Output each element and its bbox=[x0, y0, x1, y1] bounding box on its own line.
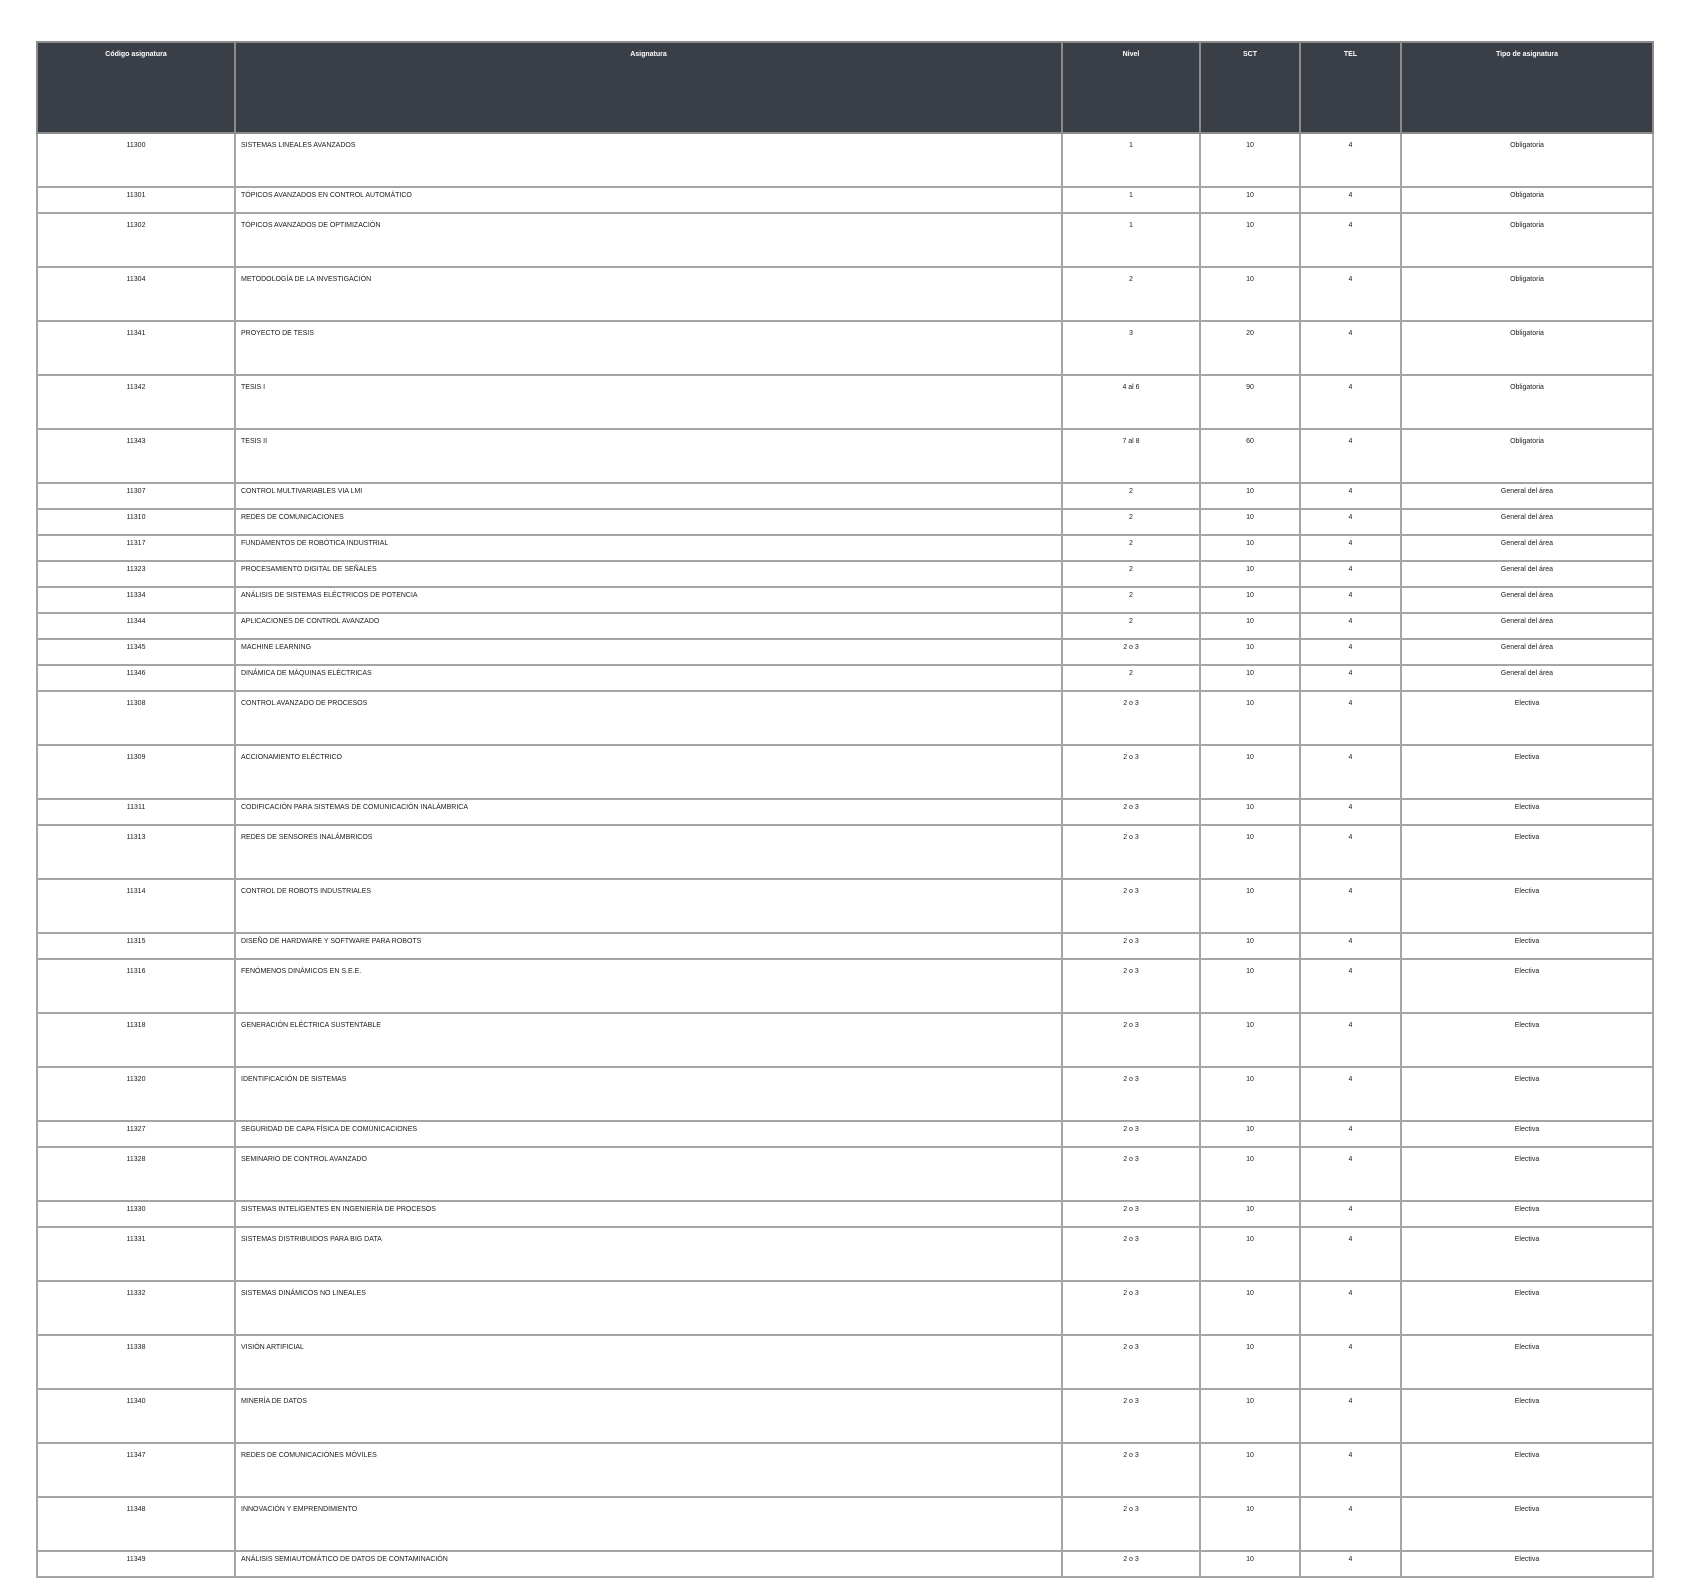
cell-nivel: 2 o 3 bbox=[1062, 1281, 1200, 1335]
cell-tipo: Electiva bbox=[1401, 933, 1653, 959]
cell-tipo: Electiva bbox=[1401, 1389, 1653, 1443]
cell-codigo: 11309 bbox=[37, 745, 235, 799]
cell-codigo: 11334 bbox=[37, 587, 235, 613]
cell-sct: 10 bbox=[1200, 1497, 1300, 1551]
cell-codigo: 11318 bbox=[37, 1013, 235, 1067]
cell-asignatura: PROYECTO DE TESIS bbox=[235, 321, 1062, 375]
cell-codigo: 11348 bbox=[37, 1497, 235, 1551]
cell-nivel: 1 bbox=[1062, 133, 1200, 187]
cell-nivel: 1 bbox=[1062, 187, 1200, 213]
cell-asignatura: TESIS II bbox=[235, 429, 1062, 483]
cell-tel: 4 bbox=[1300, 509, 1401, 535]
cell-asignatura: SEGURIDAD DE CAPA FÍSICA DE COMUNICACIONES bbox=[235, 1121, 1062, 1147]
cell-sct: 10 bbox=[1200, 1551, 1300, 1577]
table-row bbox=[37, 1013, 1653, 1067]
cell-asignatura: INNOVACIÓN Y EMPRENDIMIENTO bbox=[235, 1497, 1062, 1551]
cell-codigo: 11315 bbox=[37, 933, 235, 959]
cell-tipo: Electiva bbox=[1401, 1497, 1653, 1551]
cell-codigo: 11313 bbox=[37, 825, 235, 879]
cell-asignatura: ACCIONAMIENTO ELÉCTRICO bbox=[235, 745, 1062, 799]
table-row bbox=[37, 1551, 1653, 1577]
cell-codigo: 11316 bbox=[37, 959, 235, 1013]
cell-tel: 4 bbox=[1300, 187, 1401, 213]
cell-sct: 10 bbox=[1200, 535, 1300, 561]
cell-sct: 10 bbox=[1200, 613, 1300, 639]
table-row bbox=[37, 535, 1653, 561]
cell-nivel: 2 bbox=[1062, 483, 1200, 509]
table-row bbox=[37, 509, 1653, 535]
cell-sct: 10 bbox=[1200, 509, 1300, 535]
cell-sct: 10 bbox=[1200, 745, 1300, 799]
header-tipo: Tipo de asignatura bbox=[1401, 42, 1653, 133]
cell-nivel: 2 o 3 bbox=[1062, 1497, 1200, 1551]
table-body bbox=[37, 133, 1653, 1577]
cell-tel: 4 bbox=[1300, 483, 1401, 509]
cell-codigo: 11342 bbox=[37, 375, 235, 429]
cell-sct: 10 bbox=[1200, 639, 1300, 665]
cell-tipo: Obligatoria bbox=[1401, 133, 1653, 187]
cell-tel: 4 bbox=[1300, 1067, 1401, 1121]
table-row bbox=[37, 429, 1653, 483]
cell-asignatura: REDES DE SENSORES INALÁMBRICOS bbox=[235, 825, 1062, 879]
cell-sct: 10 bbox=[1200, 1281, 1300, 1335]
cell-nivel: 3 bbox=[1062, 321, 1200, 375]
cell-asignatura: FENÓMENOS DINÁMICOS EN S.E.E. bbox=[235, 959, 1062, 1013]
cell-asignatura: APLICACIONES DE CONTROL AVANZADO bbox=[235, 613, 1062, 639]
cell-asignatura: SISTEMAS DISTRIBUIDOS PARA BIG DATA bbox=[235, 1227, 1062, 1281]
cell-codigo: 11345 bbox=[37, 639, 235, 665]
cell-sct: 10 bbox=[1200, 933, 1300, 959]
table-row bbox=[37, 825, 1653, 879]
cell-asignatura: REDES DE COMUNICACIONES bbox=[235, 509, 1062, 535]
cell-codigo: 11307 bbox=[37, 483, 235, 509]
cell-codigo: 11314 bbox=[37, 879, 235, 933]
cell-sct: 10 bbox=[1200, 1389, 1300, 1443]
cell-tipo: Electiva bbox=[1401, 1443, 1653, 1497]
cell-nivel: 2 o 3 bbox=[1062, 1443, 1200, 1497]
cell-sct: 10 bbox=[1200, 483, 1300, 509]
table-row bbox=[37, 799, 1653, 825]
cell-sct: 10 bbox=[1200, 1147, 1300, 1201]
cell-tel: 4 bbox=[1300, 613, 1401, 639]
cell-tel: 4 bbox=[1300, 933, 1401, 959]
cell-asignatura: CODIFICACIÓN PARA SISTEMAS DE COMUNICACIÓN INALÁMBRICA bbox=[235, 799, 1062, 825]
cell-codigo: 11301 bbox=[37, 187, 235, 213]
cell-asignatura: SISTEMAS LINEALES AVANZADOS bbox=[235, 133, 1062, 187]
table-row bbox=[37, 1443, 1653, 1497]
table-row bbox=[37, 665, 1653, 691]
cell-nivel: 2 o 3 bbox=[1062, 1227, 1200, 1281]
cell-tipo: Obligatoria bbox=[1401, 375, 1653, 429]
cell-asignatura: TÓPICOS AVANZADOS DE OPTIMIZACIÓN bbox=[235, 213, 1062, 267]
cell-asignatura: VISIÓN ARTIFICIAL bbox=[235, 1335, 1062, 1389]
cell-tipo: General del área bbox=[1401, 535, 1653, 561]
cell-sct: 10 bbox=[1200, 1067, 1300, 1121]
cell-asignatura: DINÁMICA DE MÁQUINAS ELÉCTRICAS bbox=[235, 665, 1062, 691]
cell-codigo: 11323 bbox=[37, 561, 235, 587]
cell-tipo: Electiva bbox=[1401, 1551, 1653, 1577]
cell-codigo: 11330 bbox=[37, 1201, 235, 1227]
cell-sct: 10 bbox=[1200, 879, 1300, 933]
cell-tel: 4 bbox=[1300, 1443, 1401, 1497]
cell-asignatura: CONTROL MULTIVARIABLES VIA LMI bbox=[235, 483, 1062, 509]
cell-nivel: 2 o 3 bbox=[1062, 745, 1200, 799]
cell-tel: 4 bbox=[1300, 587, 1401, 613]
cell-tel: 4 bbox=[1300, 1497, 1401, 1551]
cell-sct: 10 bbox=[1200, 1227, 1300, 1281]
cell-tel: 4 bbox=[1300, 1013, 1401, 1067]
cell-tipo: Electiva bbox=[1401, 1335, 1653, 1389]
cell-tel: 4 bbox=[1300, 665, 1401, 691]
cell-tipo: General del área bbox=[1401, 639, 1653, 665]
cell-codigo: 11302 bbox=[37, 213, 235, 267]
cell-codigo: 11347 bbox=[37, 1443, 235, 1497]
cell-nivel: 2 o 3 bbox=[1062, 1201, 1200, 1227]
cell-sct: 10 bbox=[1200, 665, 1300, 691]
cell-asignatura: MINERÍA DE DATOS bbox=[235, 1389, 1062, 1443]
table-row bbox=[37, 1335, 1653, 1389]
cell-tipo: General del área bbox=[1401, 587, 1653, 613]
cell-tipo: Electiva bbox=[1401, 1227, 1653, 1281]
cell-codigo: 11344 bbox=[37, 613, 235, 639]
header-sct: SCT bbox=[1200, 42, 1300, 133]
cell-asignatura: CONTROL AVANZADO DE PROCESOS bbox=[235, 691, 1062, 745]
cell-codigo: 11311 bbox=[37, 799, 235, 825]
cell-asignatura: DISEÑO DE HARDWARE Y SOFTWARE PARA ROBOTS bbox=[235, 933, 1062, 959]
cell-tipo: Electiva bbox=[1401, 745, 1653, 799]
cell-asignatura: CONTROL DE ROBOTS INDUSTRIALES bbox=[235, 879, 1062, 933]
cell-asignatura: MACHINE LEARNING bbox=[235, 639, 1062, 665]
cell-sct: 10 bbox=[1200, 1335, 1300, 1389]
table-row bbox=[37, 1227, 1653, 1281]
cell-tipo: General del área bbox=[1401, 665, 1653, 691]
cell-asignatura: REDES DE COMUNICACIONES MÓVILES bbox=[235, 1443, 1062, 1497]
cell-tipo: Obligatoria bbox=[1401, 187, 1653, 213]
cell-codigo: 11328 bbox=[37, 1147, 235, 1201]
cell-tel: 4 bbox=[1300, 1281, 1401, 1335]
header-nivel: Nivel bbox=[1062, 42, 1200, 133]
cell-tipo: Obligatoria bbox=[1401, 267, 1653, 321]
cell-nivel: 2 o 3 bbox=[1062, 1067, 1200, 1121]
cell-nivel: 2 o 3 bbox=[1062, 1121, 1200, 1147]
cell-tipo: Electiva bbox=[1401, 1067, 1653, 1121]
cell-sct: 10 bbox=[1200, 267, 1300, 321]
header-row bbox=[37, 42, 1653, 133]
header-asignatura: Asignatura bbox=[235, 42, 1062, 133]
cell-nivel: 7 al 8 bbox=[1062, 429, 1200, 483]
table-row bbox=[37, 133, 1653, 187]
cell-sct: 20 bbox=[1200, 321, 1300, 375]
cell-tel: 4 bbox=[1300, 133, 1401, 187]
cell-tipo: Electiva bbox=[1401, 1281, 1653, 1335]
cell-codigo: 11310 bbox=[37, 509, 235, 535]
cell-nivel: 2 bbox=[1062, 561, 1200, 587]
cell-tel: 4 bbox=[1300, 213, 1401, 267]
cell-tel: 4 bbox=[1300, 535, 1401, 561]
table-row bbox=[37, 691, 1653, 745]
cell-tipo: Electiva bbox=[1401, 1013, 1653, 1067]
cell-sct: 10 bbox=[1200, 1013, 1300, 1067]
cell-sct: 10 bbox=[1200, 133, 1300, 187]
cell-sct: 10 bbox=[1200, 587, 1300, 613]
cell-sct: 10 bbox=[1200, 213, 1300, 267]
cell-tel: 4 bbox=[1300, 1147, 1401, 1201]
cell-tel: 4 bbox=[1300, 321, 1401, 375]
cell-asignatura: TESIS I bbox=[235, 375, 1062, 429]
cell-sct: 90 bbox=[1200, 375, 1300, 429]
cell-tel: 4 bbox=[1300, 1201, 1401, 1227]
cell-nivel: 2 o 3 bbox=[1062, 1335, 1200, 1389]
table-row bbox=[37, 1067, 1653, 1121]
cell-tipo: Electiva bbox=[1401, 1147, 1653, 1201]
cell-tel: 4 bbox=[1300, 799, 1401, 825]
table-header bbox=[37, 42, 1653, 133]
cell-tipo: Obligatoria bbox=[1401, 429, 1653, 483]
cell-nivel: 2 bbox=[1062, 665, 1200, 691]
header-codigo: Código asignatura bbox=[37, 42, 235, 133]
cell-tipo: Obligatoria bbox=[1401, 321, 1653, 375]
table-row bbox=[37, 745, 1653, 799]
cell-nivel: 2 o 3 bbox=[1062, 879, 1200, 933]
cell-tipo: Obligatoria bbox=[1401, 213, 1653, 267]
cell-sct: 10 bbox=[1200, 1201, 1300, 1227]
cell-codigo: 11308 bbox=[37, 691, 235, 745]
table-row bbox=[37, 1201, 1653, 1227]
cell-tipo: General del área bbox=[1401, 509, 1653, 535]
cell-tipo: General del área bbox=[1401, 613, 1653, 639]
table-row bbox=[37, 959, 1653, 1013]
cell-asignatura: ANÁLISIS SEMIAUTOMÁTICO DE DATOS DE CONTAMINACIÓN bbox=[235, 1551, 1062, 1577]
cell-nivel: 2 o 3 bbox=[1062, 933, 1200, 959]
cell-nivel: 2 o 3 bbox=[1062, 639, 1200, 665]
cell-tipo: Electiva bbox=[1401, 799, 1653, 825]
cell-tel: 4 bbox=[1300, 429, 1401, 483]
table-row bbox=[37, 561, 1653, 587]
cell-tipo: General del área bbox=[1401, 483, 1653, 509]
cell-tel: 4 bbox=[1300, 691, 1401, 745]
cell-asignatura: FUNDAMENTOS DE ROBÓTICA INDUSTRIAL bbox=[235, 535, 1062, 561]
cell-codigo: 11304 bbox=[37, 267, 235, 321]
cell-codigo: 11331 bbox=[37, 1227, 235, 1281]
cell-sct: 10 bbox=[1200, 561, 1300, 587]
cell-tel: 4 bbox=[1300, 561, 1401, 587]
cell-tel: 4 bbox=[1300, 879, 1401, 933]
cell-tipo: Electiva bbox=[1401, 691, 1653, 745]
cell-tipo: Electiva bbox=[1401, 1201, 1653, 1227]
cell-asignatura: SEMINARIO DE CONTROL AVANZADO bbox=[235, 1147, 1062, 1201]
cell-codigo: 11320 bbox=[37, 1067, 235, 1121]
cell-codigo: 11300 bbox=[37, 133, 235, 187]
cell-tel: 4 bbox=[1300, 267, 1401, 321]
cell-nivel: 2 o 3 bbox=[1062, 959, 1200, 1013]
cell-nivel: 2 o 3 bbox=[1062, 1551, 1200, 1577]
cell-tipo: General del área bbox=[1401, 561, 1653, 587]
cell-asignatura: ANÁLISIS DE SISTEMAS ELÉCTRICOS DE POTENCIA bbox=[235, 587, 1062, 613]
cell-tel: 4 bbox=[1300, 1335, 1401, 1389]
cell-tipo: Electiva bbox=[1401, 1121, 1653, 1147]
table-row bbox=[37, 375, 1653, 429]
table-row bbox=[37, 1389, 1653, 1443]
cell-asignatura: GENERACIÓN ELÉCTRICA SUSTENTABLE bbox=[235, 1013, 1062, 1067]
cell-nivel: 2 o 3 bbox=[1062, 1013, 1200, 1067]
cell-nivel: 1 bbox=[1062, 213, 1200, 267]
header-tel: TEL bbox=[1300, 42, 1401, 133]
cell-codigo: 11346 bbox=[37, 665, 235, 691]
table-row bbox=[37, 613, 1653, 639]
cell-sct: 10 bbox=[1200, 799, 1300, 825]
table-row bbox=[37, 639, 1653, 665]
cell-sct: 10 bbox=[1200, 825, 1300, 879]
table-row bbox=[37, 213, 1653, 267]
cell-nivel: 2 o 3 bbox=[1062, 1389, 1200, 1443]
cell-tipo: Electiva bbox=[1401, 959, 1653, 1013]
table-row bbox=[37, 587, 1653, 613]
cell-nivel: 4 al 6 bbox=[1062, 375, 1200, 429]
cell-nivel: 2 o 3 bbox=[1062, 691, 1200, 745]
cell-tipo: Electiva bbox=[1401, 825, 1653, 879]
table-row bbox=[37, 879, 1653, 933]
cell-sct: 10 bbox=[1200, 1443, 1300, 1497]
table-row bbox=[37, 933, 1653, 959]
cell-nivel: 2 bbox=[1062, 509, 1200, 535]
cell-sct: 10 bbox=[1200, 187, 1300, 213]
cell-tel: 4 bbox=[1300, 825, 1401, 879]
table-row bbox=[37, 321, 1653, 375]
cell-tel: 4 bbox=[1300, 1389, 1401, 1443]
cell-tel: 4 bbox=[1300, 1551, 1401, 1577]
cell-sct: 10 bbox=[1200, 1121, 1300, 1147]
cell-nivel: 2 bbox=[1062, 535, 1200, 561]
cell-nivel: 2 bbox=[1062, 587, 1200, 613]
cell-nivel: 2 o 3 bbox=[1062, 1147, 1200, 1201]
cell-asignatura: METODOLOGÍA DE LA INVESTIGACIÓN bbox=[235, 267, 1062, 321]
cell-codigo: 11341 bbox=[37, 321, 235, 375]
subjects-table bbox=[36, 41, 1654, 1578]
cell-nivel: 2 bbox=[1062, 267, 1200, 321]
table-row bbox=[37, 1281, 1653, 1335]
table-row bbox=[37, 1147, 1653, 1201]
cell-tel: 4 bbox=[1300, 639, 1401, 665]
cell-tel: 4 bbox=[1300, 1227, 1401, 1281]
table-row bbox=[37, 483, 1653, 509]
cell-codigo: 11349 bbox=[37, 1551, 235, 1577]
cell-asignatura: SISTEMAS INTELIGENTES EN INGENIERÍA DE PROCESOS bbox=[235, 1201, 1062, 1227]
table-row bbox=[37, 1497, 1653, 1551]
table-row bbox=[37, 187, 1653, 213]
cell-asignatura: TÓPICOS AVANZADOS EN CONTROL AUTOMÁTICO bbox=[235, 187, 1062, 213]
cell-sct: 60 bbox=[1200, 429, 1300, 483]
table-row bbox=[37, 1121, 1653, 1147]
cell-codigo: 11338 bbox=[37, 1335, 235, 1389]
cell-tel: 4 bbox=[1300, 959, 1401, 1013]
cell-tipo: Electiva bbox=[1401, 879, 1653, 933]
cell-codigo: 11317 bbox=[37, 535, 235, 561]
cell-codigo: 11327 bbox=[37, 1121, 235, 1147]
cell-asignatura: PROCESAMIENTO DIGITAL DE SEÑALES bbox=[235, 561, 1062, 587]
cell-tel: 4 bbox=[1300, 745, 1401, 799]
cell-tel: 4 bbox=[1300, 375, 1401, 429]
cell-nivel: 2 o 3 bbox=[1062, 825, 1200, 879]
cell-codigo: 11332 bbox=[37, 1281, 235, 1335]
table-row bbox=[37, 267, 1653, 321]
cell-asignatura: IDENTIFICACIÓN DE SISTEMAS bbox=[235, 1067, 1062, 1121]
cell-sct: 10 bbox=[1200, 691, 1300, 745]
cell-nivel: 2 bbox=[1062, 613, 1200, 639]
cell-sct: 10 bbox=[1200, 959, 1300, 1013]
cell-codigo: 11340 bbox=[37, 1389, 235, 1443]
cell-asignatura: SISTEMAS DINÁMICOS NO LINEALES bbox=[235, 1281, 1062, 1335]
cell-nivel: 2 o 3 bbox=[1062, 799, 1200, 825]
cell-codigo: 11343 bbox=[37, 429, 235, 483]
cell-tel: 4 bbox=[1300, 1121, 1401, 1147]
